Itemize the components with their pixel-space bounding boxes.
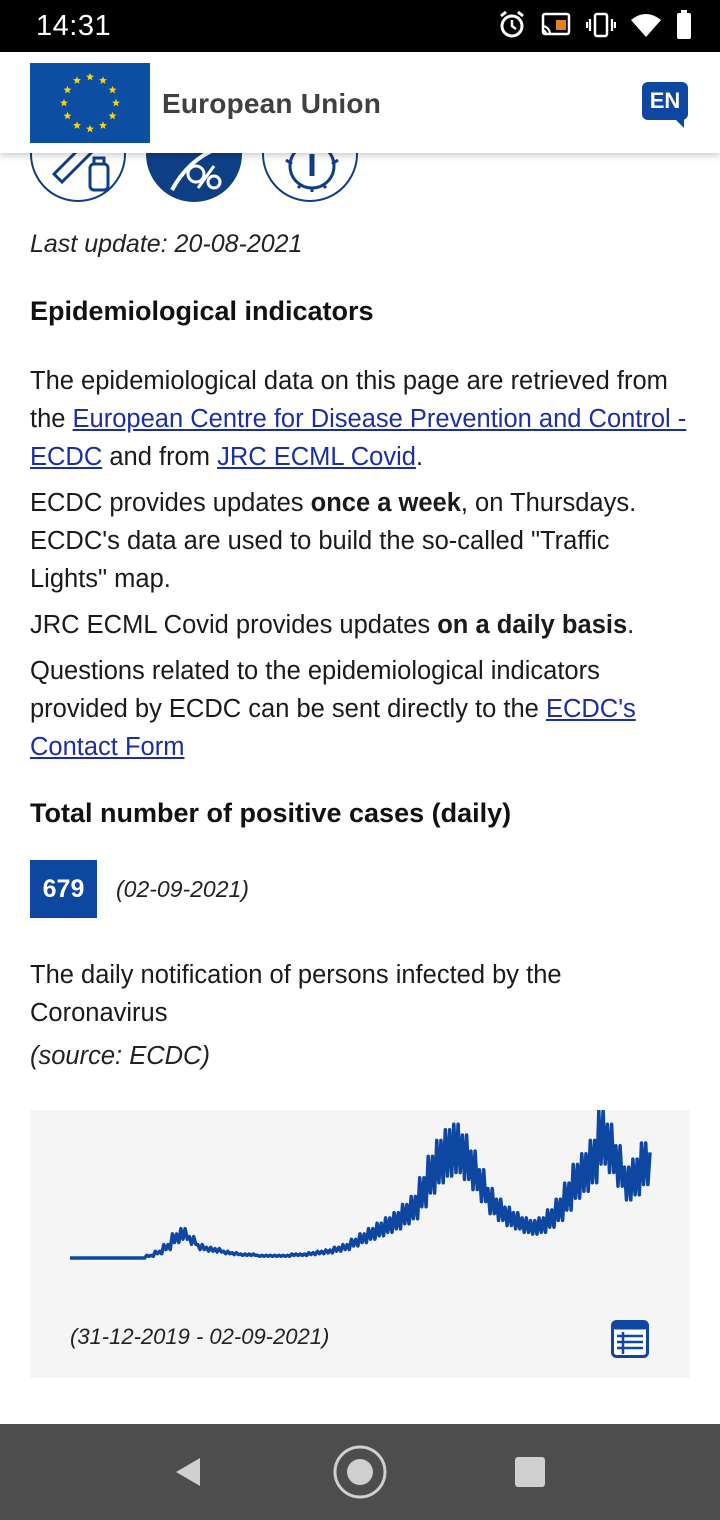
- text: JRC ECML Covid provides updates: [30, 611, 438, 639]
- eu-star: [73, 76, 81, 84]
- cases-chart[interactable]: [30, 1110, 690, 1378]
- text: The epidemiological data on this page are retrieved from the: [30, 367, 668, 433]
- eu-star: [109, 86, 117, 94]
- eu-star: [86, 125, 94, 133]
- language-label: EN: [642, 82, 688, 120]
- cases-line: [70, 1111, 650, 1258]
- recents-icon[interactable]: [502, 1444, 558, 1500]
- eu-star: [112, 99, 120, 107]
- status-time: 14:31: [36, 10, 112, 42]
- ecdc-update-paragraph: [30, 484, 690, 598]
- text: .: [415, 443, 424, 471]
- text: ECDC provides updates: [30, 489, 311, 517]
- eu-star: [63, 112, 71, 120]
- app-header: [0, 52, 720, 153]
- eu-star: [63, 86, 71, 94]
- ecdc-contact-form-link[interactable]: ECDC's Contact Form: [30, 695, 636, 761]
- eu-stars-icon: [30, 63, 150, 143]
- eu-star: [73, 121, 81, 129]
- eu-flag-logo[interactable]: [30, 63, 150, 143]
- jrc-ecml-link[interactable]: JRC ECML Covid: [217, 443, 416, 471]
- section-title: Epidemiological indicators: [30, 296, 374, 326]
- text: and from: [102, 443, 218, 471]
- bold-text: on a daily basis: [437, 611, 628, 639]
- status-icons: [498, 10, 692, 40]
- intro-paragraph: [30, 362, 690, 476]
- battery-icon: [676, 10, 692, 40]
- cases-date: (02-09-2021): [116, 876, 249, 902]
- eu-star: [99, 76, 107, 84]
- speech-bubble-tail: [670, 114, 684, 128]
- cases-value-badge: 679: [30, 860, 97, 918]
- eu-star: [60, 99, 68, 107]
- table-view-button[interactable]: [611, 1320, 649, 1358]
- home-icon[interactable]: [332, 1444, 388, 1500]
- text: Questions related to the epidemiological indicators provided by ECDC can be sent directly to the: [30, 657, 600, 723]
- table-icon: [611, 1320, 649, 1358]
- bold-text: once a week: [310, 489, 461, 517]
- eu-star: [109, 112, 117, 120]
- status-bar: [0, 0, 720, 52]
- eu-star: [99, 121, 107, 129]
- system-nav-bar: [0, 1424, 720, 1520]
- source-note: (source: ECDC): [30, 1042, 210, 1070]
- text: , on Thursdays. ECDC's data are used to build the so-called "Traffic Lights" map.: [30, 489, 637, 593]
- site-title: European Union: [162, 88, 382, 119]
- alarm-icon: [498, 10, 526, 40]
- vibrate-icon: [586, 11, 616, 39]
- contact-paragraph: [30, 652, 690, 766]
- language-button[interactable]: [642, 82, 690, 130]
- last-update: Last update: 20-08-2021: [30, 230, 303, 258]
- cases-description: The daily notification of persons infected by the Coronavirus: [30, 961, 562, 1027]
- jrc-update-paragraph: [30, 606, 690, 644]
- ecdc-link[interactable]: European Centre for Disease Prevention and Control - ECDC: [30, 405, 687, 471]
- cast-icon: [540, 12, 572, 38]
- chart-date-range: (31-12-2019 - 02-09-2021): [70, 1324, 330, 1349]
- chart-svg: [30, 1110, 690, 1310]
- cases-title: Total number of positive cases (daily): [30, 798, 512, 828]
- eu-star: [86, 73, 94, 81]
- text: .: [627, 611, 635, 639]
- back-icon[interactable]: [160, 1444, 216, 1500]
- wifi-icon: [630, 12, 662, 38]
